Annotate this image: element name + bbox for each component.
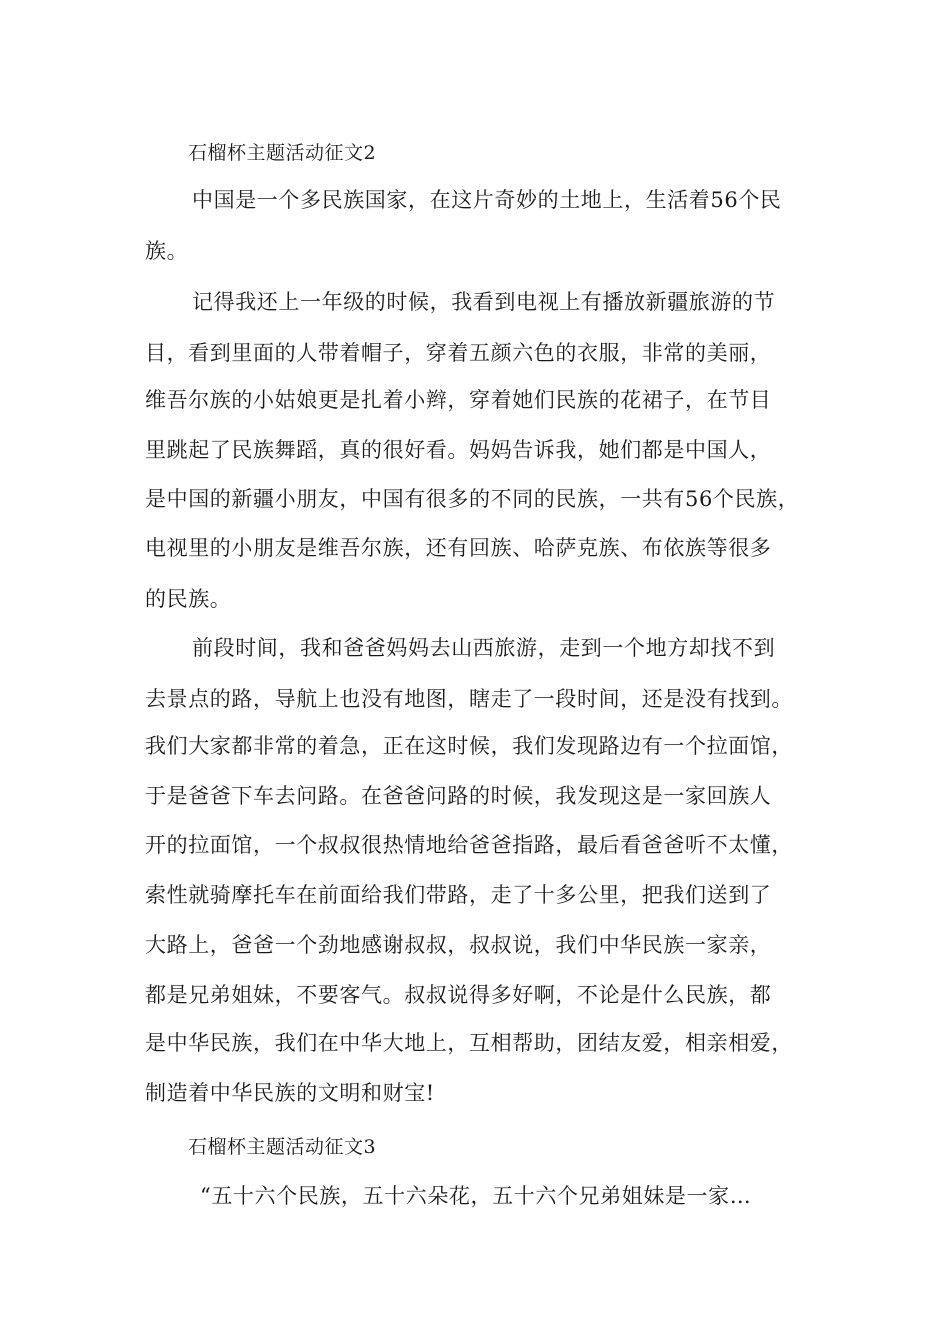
paragraph-line: 里跳起了民族舞蹈，真的很好看。妈妈告诉我，她们都是中国人， [145, 438, 772, 462]
paragraph-line: 索性就骑摩托车在前面给我们带路，走了十多公里，把我们送到了 [145, 883, 772, 907]
paragraph-line: 我们大家都非常的着急，正在这时候，我们发现路边有一个拉面馆， [145, 734, 793, 758]
paragraph-line: “五十六个民族，五十六朵花，五十六个兄弟姐妹是一家… [200, 1184, 752, 1208]
paragraph-line: 是中国的新疆小朋友，中国有很多的不同的民族，一共有56个民族， [145, 487, 800, 511]
paragraph-line: 目，看到里面的人带着帽子，穿着五颜六色的衣服，非常的美丽， [145, 341, 772, 365]
paragraph-line: 去景点的路，导航上也没有地图，瞎走了一段时间，还是没有找到。 [145, 687, 793, 711]
paragraph-line: 中国是一个多民族国家，在这片奇妙的土地上，生活着56个民 [192, 188, 782, 212]
paragraph-line: 开的拉面馆，一个叔叔很热情地给爸爸指路，最后看爸爸听不太懂， [145, 833, 793, 857]
paragraph-line: 制造着中华民族的文明和财宝! [145, 1081, 435, 1105]
paragraph-line: 记得我还上一年级的时候，我看到电视上有播放新疆旅游的节 [192, 290, 776, 314]
paragraph-line: 电视里的小朋友是维吾尔族，还有回族、哈萨克族、布依族等很多 [145, 536, 772, 560]
section-heading-3: 石榴杯主题活动征文3 [188, 1136, 377, 1158]
paragraph-line: 于是爸爸下车去问路。在爸爸问路的时候，我发现这是一家回族人 [145, 784, 772, 808]
section-heading-2: 石榴杯主题活动征文2 [188, 142, 377, 164]
paragraph-line: 前段时间，我和爸爸妈妈去山西旅游，走到一个地方却找不到 [192, 636, 776, 660]
paragraph-line: 是中华民族，我们在中华大地上，互相帮助，团结友爱，相亲相爱， [145, 1031, 793, 1055]
paragraph-line: 大路上，爸爸一个劲地感谢叔叔，叔叔说，我们中华民族一家亲， [145, 933, 772, 957]
paragraph-line: 的民族。 [145, 587, 232, 611]
paragraph-line: 族。 [145, 239, 189, 263]
paragraph-line: 维吾尔族的小姑娘更是扎着小辫，穿着她们民族的花裙子，在节目 [145, 388, 772, 412]
paragraph-line: 都是兄弟姐妹，不要客气。叔叔说得多好啊，不论是什么民族，都 [145, 983, 772, 1007]
